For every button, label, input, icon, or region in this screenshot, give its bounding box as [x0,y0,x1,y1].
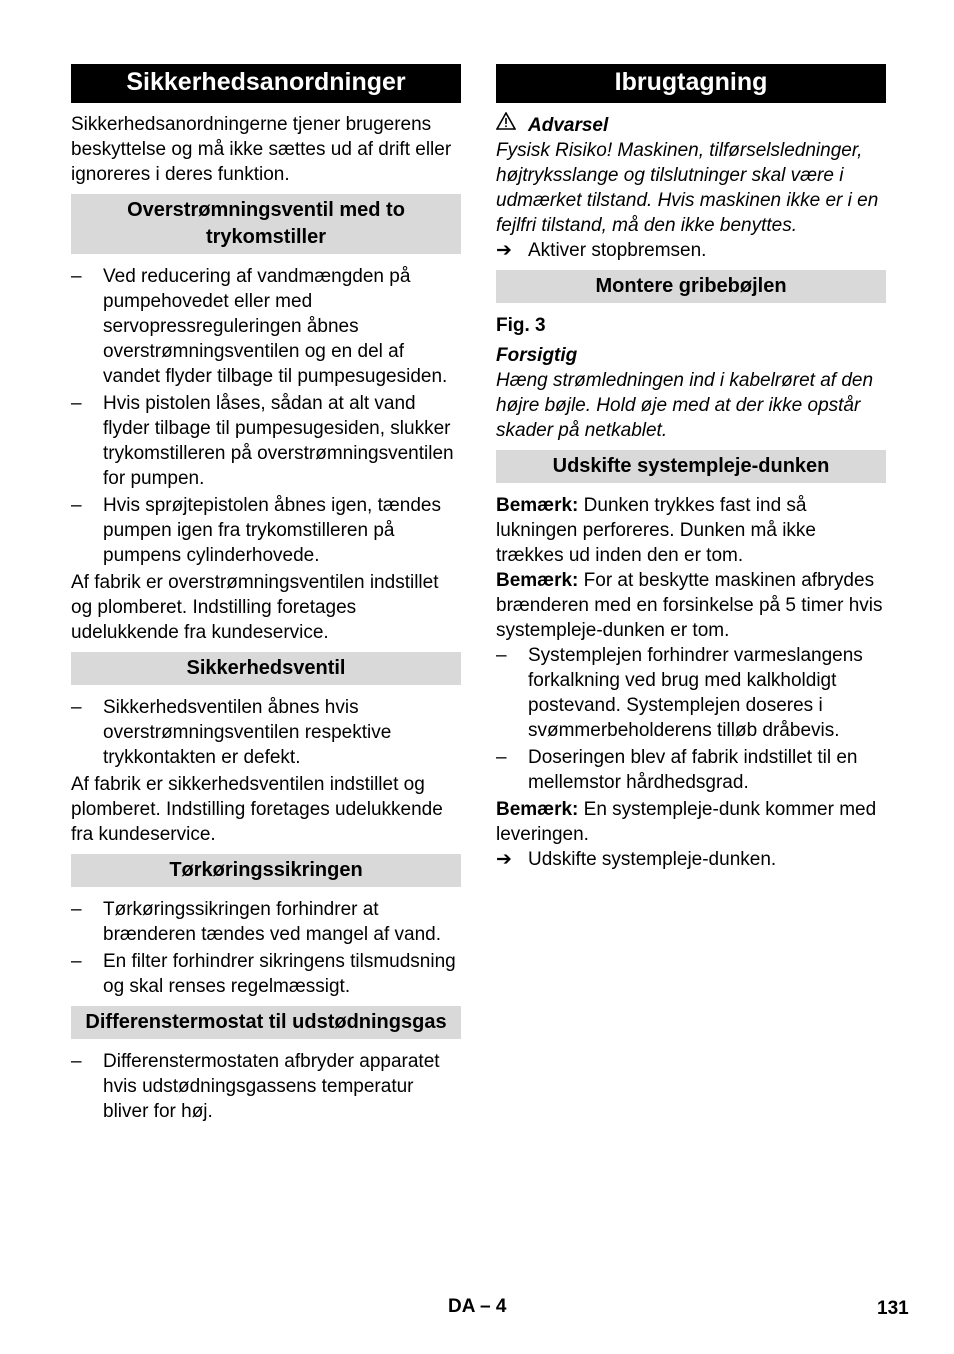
list-item: – Sikkerhedsventilen åbnes hvis overstrømningsventilen respektive trykkontakten er defekt. [71,697,392,768]
dash-icon: – [71,899,82,920]
subheading-exhaust-thermostat: Differenstermostat til udstødningsgas [71,1006,461,1039]
section-title-startup: Ibrugtagning [496,64,886,103]
list-item: – En filter forhindrer sikringens tilsmudsning og skal renses regelmæssigt. [71,951,456,997]
note-3: Bemærk: En systempleje-dunk kommer med leveringen. [496,799,877,845]
warning-heading [496,113,886,138]
overflow-valve-note: Af fabrik er overstrømningsventilen indstillet og plomberet. Indstilling foretages udelukkende fra kundeservice. [71,572,439,643]
subheading-care-container: Udskifte systempleje-dunken [496,450,886,483]
dash-icon: – [71,266,82,287]
warning-text: Fysisk Risiko! Maskinen, tilførselsledninger, højtryksslange og tilslutninger skal være i udmærket tilstand. Hvis maskinen ikke er i en fejlfri tilstand, må den ikke benyttes. [496,140,879,236]
figure-reference: Fig. 3 [496,315,546,336]
dash-icon: – [71,393,82,414]
dash-icon: – [71,1051,82,1072]
subheading-handle: Montere gribebøjlen [496,270,886,303]
step-replace-container: ➔ Udskifte systempleje-dunken. [496,849,777,870]
dash-icon: – [71,697,82,718]
arrow-right-icon: ➔ [496,849,512,870]
list-item: – Ved reducering af vandmængden på pumpehovedet eller med servopressreguleringen åbnes overstrømningsventilen og en del af vandet flyder tilbage til pumpesugesiden. [71,266,448,387]
note-label: Bemærk: [496,799,579,820]
dash-icon: – [71,951,82,972]
subheading-overflow-valve: Overstrømningsventil med to trykomstiller [71,194,461,254]
footer-section-label: DA – 4 [448,1296,507,1317]
warning-label: Advarsel [528,115,609,136]
subheading-safety-valve: Sikkerhedsventil [71,652,461,685]
right-column [496,64,886,872]
safety-valve-note: Af fabrik er sikkerhedsventilen indstillet og plomberet. Indstilling foretages udelukkende fra kundeservice. [71,774,443,845]
overflow-valve-list [71,264,461,568]
warning-triangle-icon [496,112,516,137]
page-number: 131 [877,1298,909,1319]
dry-run-list [71,897,461,999]
list-item: – Hvis sprøjtepistolen åbnes igen, tændes pumpen igen fra trykomstilleren på pumpens cylinderhovede. [71,495,441,566]
note-1: Bemærk: Dunken trykkes fast ind så lukningen perforeres. Dunken må ikke trækkes ud inden den er tom. [496,495,817,566]
dash-icon: – [496,645,507,666]
caution-label: Forsigtig [496,345,578,366]
arrow-right-icon: ➔ [496,240,512,261]
note-label: Bemærk: [496,495,579,516]
dash-icon: – [71,495,82,516]
list-item: – Hvis pistolen låses, sådan at alt vand flyder tilbage til pumpesugesiden, slukker trykomstilleren på overstrømningsventilen for pumpen. [71,393,454,489]
list-item: – Differenstermostaten afbryder apparatet hvis udstødningsgassens temperatur bliver for høj. [71,1051,440,1122]
step-activate-brake: ➔ Aktiver stopbremsen. [496,240,707,261]
care-list [496,643,886,795]
subheading-dry-run: Tørkøringssikringen [71,854,461,887]
section-title-safety: Sikkerhedsanordninger [71,64,461,103]
list-item: – Doseringen blev af fabrik indstillet til en mellemstor hårdhedsgrad. [496,747,858,793]
safety-valve-list [71,695,461,770]
note-2: Bemærk: For at beskytte maskinen afbrydes brænderen med en forsinkelse på 5 timer hvis systempleje-dunken er tom. [496,570,883,641]
left-column [71,64,461,1126]
list-item: – Systemplejen forhindrer varmeslangens forkalkning ved brug med kalkholdigt postevand. Systemplejen doseres i svømmerbeholderens tilløb dråbevis. [496,645,863,741]
list-item: – Tørkøringssikringen forhindrer at brænderen tændes ved mangel af vand. [71,899,441,945]
dash-icon: – [496,747,507,768]
caution-text: Hæng strømledningen ind i kabelrøret af den højre bøjle. Hold øje med at der ikke opstår skader på netkablet. [496,370,874,441]
exhaust-thermostat-list [71,1049,461,1124]
intro-paragraph: Sikkerhedsanordningerne tjener brugerens beskyttelse og må ikke sættes ud af drift eller ignoreres i deres funktion. [71,114,452,185]
note-label: Bemærk: [496,570,579,591]
